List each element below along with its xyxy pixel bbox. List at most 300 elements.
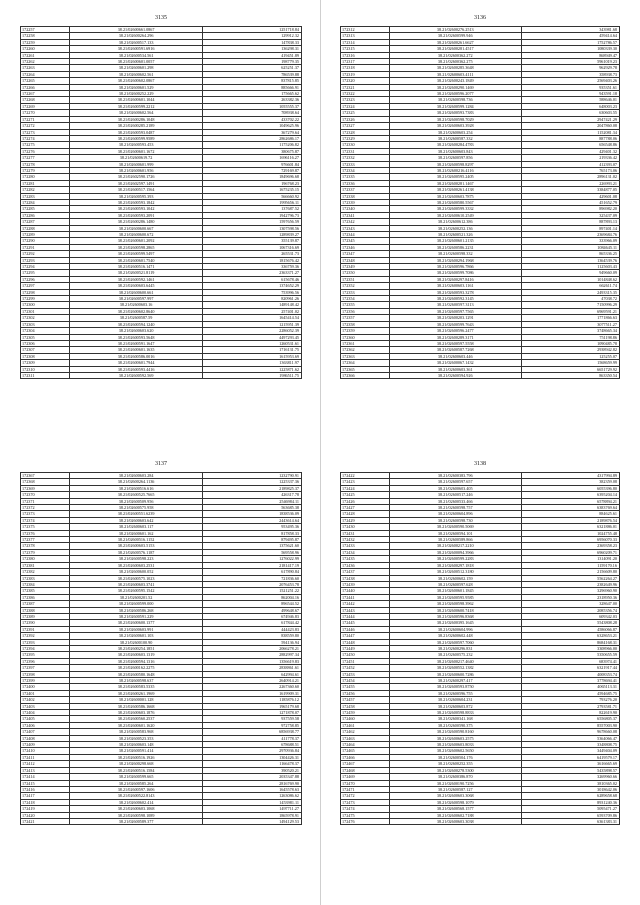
reference-code-cell: 38.21/02600587.332 [389, 135, 521, 141]
amount-cell: 2267360.60 [203, 684, 302, 690]
amount-cell: 47038.72 [521, 296, 619, 302]
record-id-cell: 172398 [21, 671, 70, 677]
table-row [341, 818, 620, 824]
amount-cell: 4586066.87 [521, 626, 619, 632]
amount-cell: 3778694.41 [521, 678, 619, 684]
reference-code-cell: 38.21/02600597.1606 [70, 786, 203, 792]
reference-code-cell: 38.21/02600516.1152 [70, 537, 203, 543]
page-number: 3135 [155, 15, 167, 21]
amount-cell: 2970936.84 [203, 748, 302, 754]
reference-code-cell: 38.21/02600604.896 [389, 511, 521, 517]
reference-code-cell: 38.21/02600592.3145 [389, 296, 521, 302]
reference-code-cell: 38.21/02600603.642 [70, 517, 203, 523]
reference-code-cell: 38.21/02600601.1620 [70, 722, 203, 728]
amount-cell: 1014848.62 [521, 276, 619, 282]
reference-code-cell: 38.21/02600568.1577 [389, 806, 521, 812]
table-page-3138 [340, 460, 620, 890]
amount-cell: 885666.91 [203, 84, 302, 90]
reference-code-cell: 38.21/02600286.1048 [70, 116, 203, 122]
amount-cell: 838559.80 [203, 633, 302, 639]
record-id-cell: 172285 [21, 206, 70, 212]
reference-code-cell: 38.21/02600601.7944 [70, 360, 203, 366]
amount-cell: 2189825.37 [203, 485, 302, 491]
reference-code-cell: 38.21/02600599.3332 [389, 206, 521, 212]
reference-code-cell: 38.21/02600599.7086 [389, 270, 521, 276]
amount-cell: 419451.89 [203, 52, 302, 58]
amount-cell: 4065113.31 [521, 684, 619, 690]
record-id-cell: 172341 [341, 212, 390, 218]
reference-code-cell: 38.21/02600602.7188 [389, 812, 521, 818]
reference-code-cell: 38.21/02600597.856 [389, 155, 521, 161]
reference-code-cell: 38.21/02600601.2092 [70, 238, 203, 244]
amount-cell: 328647.00 [521, 601, 619, 607]
record-id-cell: 172432 [341, 537, 390, 543]
record-id-cell: 172276 [21, 148, 70, 154]
amount-cell: 125255.07 [521, 353, 619, 359]
reference-code-cell: 38.21/02600597.5558 [389, 340, 521, 346]
reference-code-cell: 38.21/02600586.2231 [389, 244, 521, 250]
amount-cell: 2443614.64 [203, 517, 302, 523]
amount-cell: 325437.09 [521, 212, 619, 218]
record-id-cell: 172446 [341, 626, 390, 632]
amount-cell: 1175206.82 [203, 142, 302, 148]
record-id-cell: 172312 [341, 27, 390, 33]
amount-cell: 793276.20 [521, 697, 619, 703]
reference-code-cell: 38.21/02600604.996 [389, 626, 521, 632]
record-id-cell: 172263 [21, 65, 70, 71]
amount-cell: 5562264.27 [521, 575, 619, 581]
record-id-cell: 172418 [21, 799, 70, 805]
record-id-cell: 172329 [341, 135, 390, 141]
reference-code-cell: 38.21/02600589.377 [70, 818, 203, 824]
reference-code-cell: 38.21/02600600.672 [70, 232, 203, 238]
amount-cell: 2793581.71 [521, 703, 619, 709]
reference-code-cell: 38.21/02600580.5567 [389, 199, 521, 205]
amount-cell: 6969591.21 [521, 308, 619, 314]
record-id-cell: 172442 [341, 601, 390, 607]
record-id-cell: 172391 [21, 626, 70, 632]
record-id-cell: 172435 [341, 556, 390, 562]
record-id-cell: 172385 [21, 588, 70, 594]
reference-code-cell: 38.21/02600597.997 [70, 296, 203, 302]
record-id-cell: 172363 [341, 353, 390, 359]
amount-cell: 943591.18 [521, 91, 619, 97]
amount-cell: 2076453.78 [203, 581, 302, 587]
record-id-cell: 172318 [341, 65, 390, 71]
reference-code-cell: 38.21/02600598.1089 [70, 812, 203, 818]
amount-cell: 609342.03 [521, 613, 619, 619]
amount-cell: 3449404.09 [521, 748, 619, 754]
record-id-cell: 172386 [21, 594, 70, 600]
amount-cell: 896544.52 [203, 601, 302, 607]
reference-code-cell: 38.21/02600297.417 [389, 678, 521, 684]
reference-code-cell: 38.21/02600602.0867 [70, 78, 203, 84]
record-id-cell: 172330 [341, 142, 390, 148]
amount-cell: 1356619.83 [203, 658, 302, 664]
record-id-cell: 172369 [21, 485, 70, 491]
amount-cell: 380675.87 [203, 148, 302, 154]
record-id-cell: 172447 [341, 633, 390, 639]
reference-code-cell: 38.21/02600276.2513 [389, 27, 521, 33]
amount-cell: 1307598.56 [203, 225, 302, 231]
amount-cell: 451652.79 [521, 199, 619, 205]
record-id-cell: 172334 [341, 167, 390, 173]
reference-code-cell: 38.21/02600601.956 [70, 167, 203, 173]
amount-cell: 935351.61 [521, 84, 619, 90]
reference-code-cell: 38.21/02600504.176 [389, 754, 521, 760]
reference-code-cell: 38.21/02600590.375 [389, 722, 521, 728]
reference-code-cell: 38.21/02600591.1647 [70, 340, 203, 346]
reference-code-cell: 38.21/02600589.866 [389, 537, 521, 543]
reference-code-cell: 38.21/02600603.991 [70, 626, 203, 632]
reference-code-cell: 38.21/02600585.264 [70, 780, 203, 786]
amount-cell: 355139.87 [203, 238, 302, 244]
reference-code-cell: 38.21/02600595.393 [70, 193, 203, 199]
reference-code-cell: 38.21/02600593.1042 [70, 206, 203, 212]
reference-code-cell: 38.21/02600521.8119 [70, 270, 203, 276]
amount-cell: 1521251.22 [203, 588, 302, 594]
amount-cell: 129912.32 [203, 33, 302, 39]
record-id-cell: 172326 [341, 116, 390, 122]
reference-code-cell: 38.21/02600603.16 [70, 302, 203, 308]
amount-cell: 2369684.76 [521, 232, 619, 238]
amount-cell: 765173.06 [521, 167, 619, 173]
record-id-cell: 172301 [21, 308, 70, 314]
amount-cell: 879495.87 [203, 537, 302, 543]
record-id-cell: 172257 [21, 27, 70, 33]
page-number: 3138 [474, 461, 486, 467]
record-id-cell: 172275 [21, 142, 70, 148]
reference-code-cell: 38.21/02600601.0057 [70, 59, 203, 65]
amount-cell: 1696116.27 [203, 155, 302, 161]
reference-code-cell: 38.21/02600284.4783 [389, 142, 521, 148]
amount-cell: 1049625.96 [203, 123, 302, 129]
reference-code-cell: 38.21/02600603.8033 [389, 742, 521, 748]
reference-code-cell: 38.21/02600596.755 [389, 690, 521, 696]
amount-cell: 617890.84 [203, 569, 302, 575]
record-id-cell: 172319 [341, 71, 390, 77]
reference-code-cell: 38.21/02600601.1635 [70, 347, 203, 353]
record-id-cell: 172293 [21, 257, 70, 263]
amount-cell: 751198.86 [521, 334, 619, 340]
amount-cell: 2066278.21 [203, 645, 302, 651]
record-id-cell: 172473 [341, 799, 390, 805]
amount-cell: 7150996.29 [521, 302, 619, 308]
reference-code-cell: 38.21/02600386.870 [389, 774, 521, 780]
records-table [340, 472, 620, 825]
amount-cell: 9678660.08 [521, 729, 619, 735]
record-id-cell: 172466 [341, 754, 390, 760]
amount-cell: 6578894.21 [521, 498, 619, 504]
amount-cell: 2640914.21 [203, 678, 302, 684]
reference-code-cell: 38.21/02600602.159 [389, 575, 521, 581]
amount-cell: 1125603.43 [521, 264, 619, 270]
amount-cell: 1675235.15 [203, 187, 302, 193]
reference-code-cell: 38.21/02600602.414 [70, 799, 203, 805]
record-id-cell: 172359 [341, 328, 390, 334]
reference-code-cell: 38.21/02600598.736 [389, 97, 521, 103]
reference-code-cell: 38.21/02600522.8143 [70, 793, 203, 799]
amount-cell: 6960209.71 [521, 549, 619, 555]
reference-code-cell: 38.21/02600517.133 [70, 39, 203, 45]
record-id-cell: 172405 [21, 716, 70, 722]
reference-code-cell: 38.21/02600602.561 [70, 71, 203, 77]
reference-code-cell: 38.21/02600575.958 [70, 505, 203, 511]
reference-code-cell: 38.21/02600261.1969 [70, 690, 203, 696]
record-id-cell: 172458 [341, 703, 390, 709]
record-id-cell: 172351 [341, 276, 390, 282]
record-id-cell: 172337 [341, 187, 390, 193]
record-id-cell: 172274 [21, 135, 70, 141]
amount-cell: 678688.51 [203, 742, 302, 748]
amount-cell: 1314091.20 [521, 556, 619, 562]
amount-cell: 2363371.27 [203, 270, 302, 276]
reference-code-cell: 38.21/02600517.1564 [70, 187, 203, 193]
record-id-cell: 172366 [341, 372, 390, 378]
amount-cell: 1263086.62 [203, 793, 302, 799]
record-id-cell: 172322 [341, 91, 390, 97]
record-id-cell: 172399 [21, 678, 70, 684]
reference-code-cell: 38.21/02600001.128 [70, 697, 203, 703]
reference-code-cell: 38.21/02600600.1377 [70, 620, 203, 626]
record-id-cell: 172430 [341, 524, 390, 530]
amount-cell: 1568659.99 [521, 360, 619, 366]
reference-code-cell: 38.21/02600603.3741 [70, 581, 203, 587]
reference-code-cell: 38.21/02600533.466 [389, 498, 521, 504]
amount-cell: 2369358.23 [521, 543, 619, 549]
record-id-cell: 172422 [341, 473, 390, 479]
record-id-cell: 172428 [341, 511, 390, 517]
record-id-cell: 172390 [21, 620, 70, 626]
reference-code-cell: 38.21/02600560.2537 [70, 716, 203, 722]
record-id-cell: 172260 [21, 46, 70, 52]
record-id-cell: 172431 [341, 530, 390, 536]
reference-code-cell: 38.21/02600603.1876 [70, 710, 203, 716]
amount-cell: 662611.74 [521, 283, 619, 289]
amount-cell: 2181417.19 [203, 562, 302, 568]
reference-code-cell: 38.21/02600599.7643 [389, 321, 521, 327]
record-id-cell: 172311 [21, 372, 70, 378]
amount-cell: 822619.90 [521, 710, 619, 716]
amount-cell: 1849696.68 [203, 174, 302, 180]
amount-cell: 5364066.47 [521, 735, 619, 741]
reference-code-cell: 38.21/02600298.668 [70, 761, 203, 767]
record-id-cell: 172305 [21, 334, 70, 340]
record-id-cell: 172470 [341, 780, 390, 786]
amount-cell: 2546984.11 [203, 498, 302, 504]
record-id-cell: 172272 [21, 123, 70, 129]
amount-cell: 1597656.59 [203, 219, 302, 225]
record-id-cell: 172269 [21, 103, 70, 109]
reference-code-cell: 38.21/02600597.7565 [389, 308, 521, 314]
reference-code-cell: 38.21/02600525.7665 [70, 492, 203, 498]
reference-code-cell: 38.21/02600610.2549 [389, 212, 521, 218]
reference-code-cell: 38.21/02600290.1469 [389, 84, 521, 90]
reference-code-cell: 38.21/02600600.7286 [389, 671, 521, 677]
amount-cell: 5095471.27 [521, 806, 619, 812]
amount-cell: 1619909.31 [203, 690, 302, 696]
record-id-cell: 172324 [341, 103, 390, 109]
reference-code-cell: 38.21/02600603.117 [70, 524, 203, 530]
reference-code-cell: 38.21/02600516.1471 [70, 264, 203, 270]
reference-code-cell: 38.21/02600593.1842 [70, 199, 203, 205]
amount-cell: 411778.37 [203, 735, 302, 741]
reference-code-cell: 38.21/02600517.246 [389, 492, 521, 498]
record-id-cell: 172438 [341, 575, 390, 581]
reference-code-cell: 38.21/02600602.448 [389, 633, 521, 639]
reference-code-cell: 38.21/02600603.5153 [70, 543, 203, 549]
amount-cell: 433702.22 [203, 116, 302, 122]
record-id-cell: 172316 [341, 52, 390, 58]
reference-code-cell: 38.21/02600600.661 [70, 289, 203, 295]
amount-cell: 265531.73 [203, 251, 302, 257]
reference-code-cell: 38.21/02600598.637 [70, 678, 203, 684]
reference-code-cell: 38.21/02600597.3113 [389, 302, 521, 308]
amount-cell: 6556805.37 [521, 716, 619, 722]
amount-cell: 1453981.11 [203, 799, 302, 805]
amount-cell: 358938.73 [521, 71, 619, 77]
record-id-cell: 172358 [341, 321, 390, 327]
record-id-cell: 172437 [341, 569, 390, 575]
table-page-3137 [20, 460, 302, 890]
amount-cell: 2286052.39 [203, 328, 302, 334]
amount-cell: 3018642.06 [521, 786, 619, 792]
reference-code-cell: 38.21/02600509.956 [70, 498, 203, 504]
reference-code-cell: 38.21/02600601.1845 [389, 588, 521, 594]
reference-code-cell: 38.21/02600297.8416 [389, 276, 521, 282]
amount-cell: 1494129.53 [203, 818, 302, 824]
reference-code-cell: 38.21/02600598.332 [389, 251, 521, 257]
record-id-cell: 172414 [21, 774, 70, 780]
reference-code-cell: 38.21/02600593.2091 [70, 212, 203, 218]
record-id-cell: 172298 [21, 289, 70, 295]
record-id-cell: 172283 [21, 193, 70, 199]
record-id-cell: 172413 [21, 767, 70, 773]
reference-code-cell: 38.21/02600575.232 [389, 652, 521, 658]
record-id-cell: 172444 [341, 613, 390, 619]
table-row [21, 818, 302, 824]
reference-code-cell: 38.21/02600599.1284 [389, 103, 521, 109]
record-id-cell: 172395 [21, 652, 70, 658]
reference-code-cell: 38.21/02600216.4116 [389, 167, 521, 173]
table-row [341, 372, 620, 378]
record-id-cell: 172424 [341, 485, 390, 491]
amount-cell: 674946.83 [203, 613, 302, 619]
reference-code-cell: 38.21/02600286.1480 [70, 219, 203, 225]
record-id-cell: 172282 [21, 187, 70, 193]
reference-code-cell: 38.21/02600583.968 [70, 729, 203, 735]
reference-code-cell: 38.21/02600603.6445 [70, 283, 203, 289]
reference-code-cell: 38.21/02600595.2405 [389, 174, 521, 180]
reference-code-cell: 38.21/02600590.8160 [389, 729, 521, 735]
record-id-cell: 172309 [21, 360, 70, 366]
records-table [340, 26, 620, 379]
record-id-cell: 172271 [21, 116, 70, 122]
record-id-cell: 172457 [341, 697, 390, 703]
amount-cell: 3077511.27 [521, 321, 619, 327]
record-id-cell: 172362 [341, 347, 390, 353]
amount-cell: 6956070.33 [521, 537, 619, 543]
record-id-cell: 172384 [21, 581, 70, 587]
record-id-cell: 172303 [21, 321, 70, 327]
records-table [20, 472, 302, 825]
reference-code-cell: 38.21/02600362.272 [389, 52, 521, 58]
reference-code-cell: 38.21/02600593.3278 [389, 289, 521, 295]
reference-code-cell: 38.21/02600603.148 [70, 742, 203, 748]
record-id-cell: 172420 [21, 812, 70, 818]
record-id-cell: 172320 [341, 78, 390, 84]
amount-cell: 949660.09 [521, 270, 619, 276]
record-id-cell: 172304 [21, 328, 70, 334]
record-id-cell: 172364 [341, 360, 390, 366]
record-id-cell: 172464 [341, 742, 390, 748]
amount-cell: 976601.84 [203, 161, 302, 167]
reference-code-cell: 38.21/02600603.3068 [389, 793, 521, 799]
amount-cell: 1289839.27 [203, 232, 302, 238]
amount-cell: 6395204.14 [521, 492, 619, 498]
record-id-cell: 172406 [21, 722, 70, 728]
reference-code-cell: 38.21/02600601.162 [70, 530, 203, 536]
reference-code-cell: 38.21/02600602.8640 [70, 308, 203, 314]
amount-cell: 2947421.29 [521, 116, 619, 122]
reference-code-cell: 38.21/02600598.8297 [389, 161, 521, 167]
amount-cell: 563685.38 [203, 505, 302, 511]
reference-code-cell: 38.21/02600599.5497 [70, 251, 203, 257]
reference-code-cell: 38.21/02600575.1023 [70, 575, 203, 581]
amount-cell: 937559.58 [203, 716, 302, 722]
reference-code-cell: 38.21/02600190.7256 [389, 780, 521, 786]
amount-cell: 862004.16 [203, 594, 302, 600]
amount-cell: 5961019.23 [521, 59, 619, 65]
amount-cell: 3616665.69 [521, 761, 619, 767]
reference-code-cell: 38.21/02600599.2212 [70, 103, 203, 109]
record-id-cell: 172286 [21, 212, 70, 218]
amount-cell: 1152081.34 [521, 129, 619, 135]
record-id-cell: 172371 [21, 498, 70, 504]
reference-code-cell: 38.21/02600587.7268 [389, 347, 521, 353]
record-id-cell: 172277 [21, 155, 70, 161]
amount-cell: 837815.85 [203, 78, 302, 84]
record-id-cell: 172448 [341, 639, 390, 645]
reference-code-cell: 38.21/02600281.4517 [389, 46, 521, 52]
amount-cell: 1185876.12 [203, 697, 302, 703]
record-id-cell: 172389 [21, 613, 70, 619]
reference-code-cell: 38.21/02600600.667 [70, 225, 203, 231]
amount-cell: 257401.02 [203, 308, 302, 314]
record-id-cell: 172300 [21, 302, 70, 308]
record-id-cell: 172408 [21, 735, 70, 741]
amount-cell: 1215951.39 [203, 321, 302, 327]
amount-cell: 263382.36 [203, 97, 302, 103]
record-id-cell: 172321 [341, 84, 390, 90]
record-id-cell: 172297 [21, 283, 70, 289]
amount-cell: 343981.68 [521, 27, 619, 33]
record-id-cell: 172404 [21, 710, 70, 716]
amount-cell: 588646.01 [521, 97, 619, 103]
amount-cell: 648003.23 [521, 103, 619, 109]
record-id-cell: 172367 [21, 473, 70, 479]
reference-code-cell: 38.21/02600264.1136 [70, 479, 203, 485]
record-id-cell: 172392 [21, 633, 70, 639]
reference-code-cell: 38.21/02602590.1726 [70, 174, 203, 180]
amount-cell: 3810365.02 [521, 780, 619, 786]
reference-code-cell: 38.21/02600551.6239 [70, 511, 203, 517]
reference-code-cell: 38.21/02600593.7383 [389, 110, 521, 116]
amount-cell: 219336.42 [521, 155, 619, 161]
page-number: 3136 [474, 15, 486, 21]
table-row [21, 372, 302, 378]
reference-code-cell: 38.21/02600601.529 [70, 84, 203, 90]
